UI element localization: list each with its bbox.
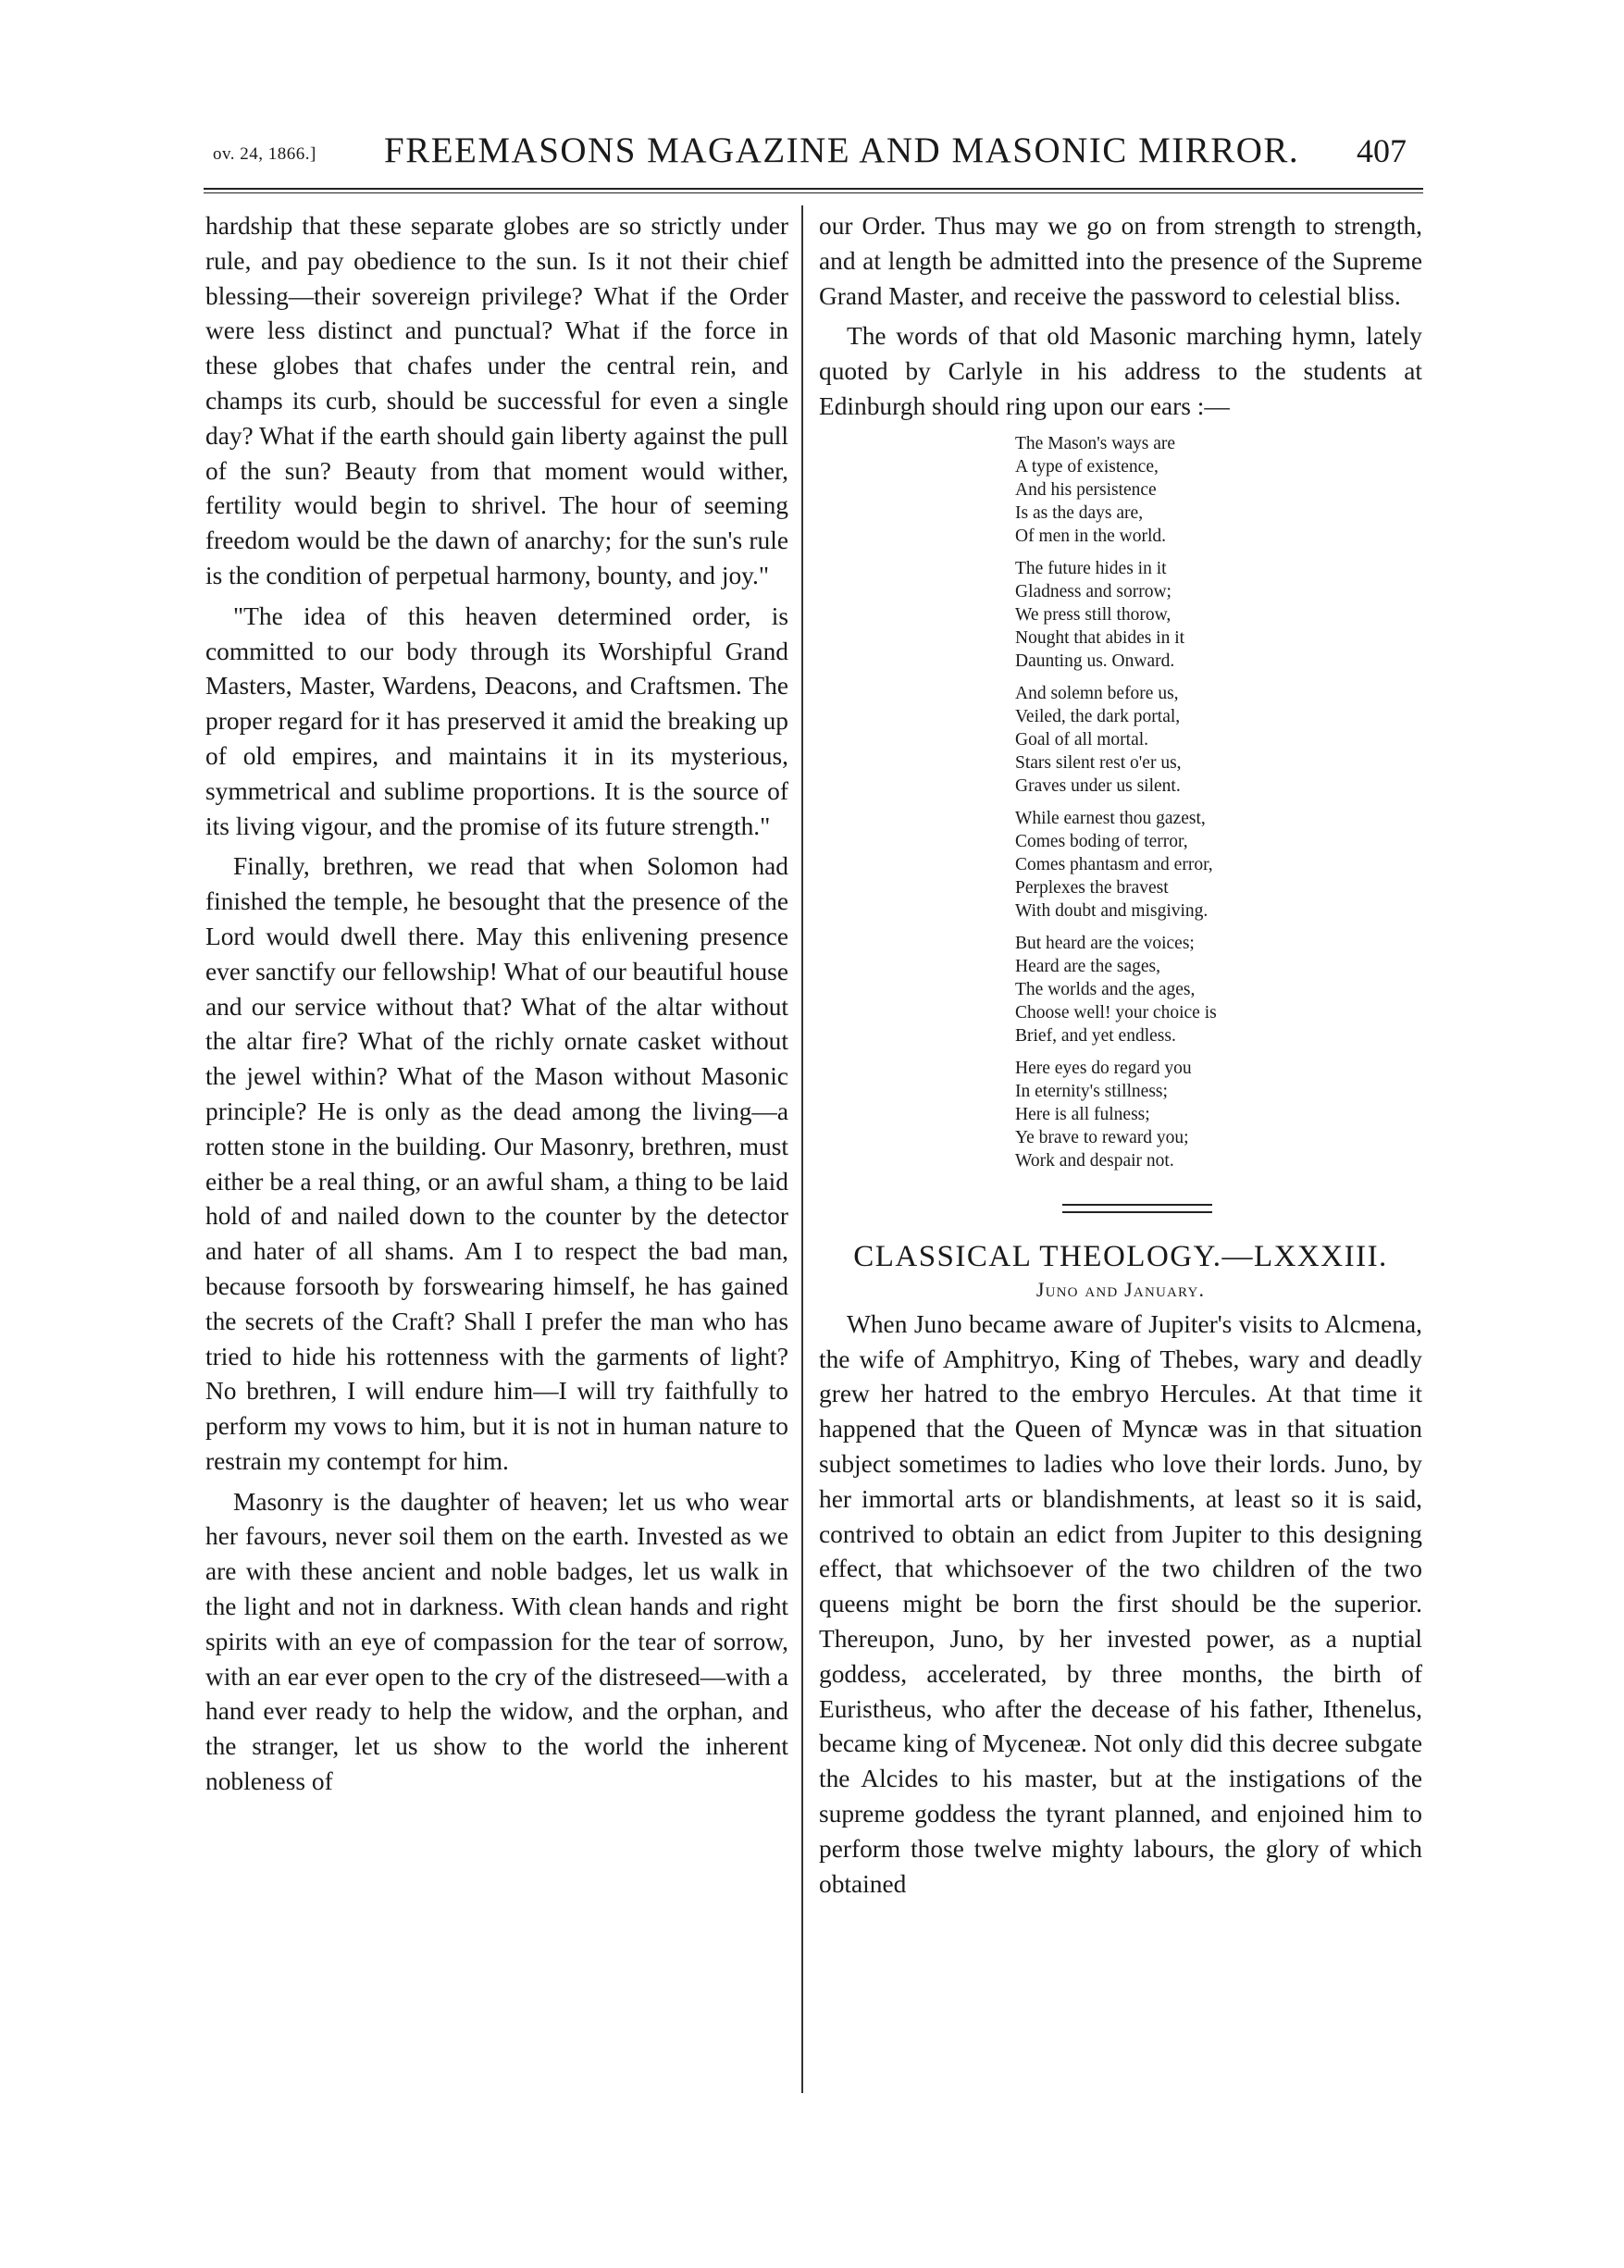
poem-line: The future hides in it: [1015, 558, 1167, 578]
poem-line: And solemn before us,: [1015, 683, 1179, 703]
paragraph: hardship that these separate globes are so strictly under rule, and pay obedience to the sun. Is it not their chief blessing—their sovereign privilege? What if the Order were less distinct and punctual? What if the force in these globes that chafes under the central rein, and champs its curb, should be successful for even a single day? What if the earth should gain liberty against the pull of the sun? Beauty from that moment would wither, fertility would begin to shrivel. The hour of seeming freedom would be the dawn of anarchy; for the sun's rule is the condition of perpetual harmony, bounty, and joy.": [205, 212, 788, 589]
poem-line: Brief, and yet endless.: [1015, 1025, 1176, 1046]
poem-stanza: [1015, 1057, 1422, 1172]
poem-line: Here is all fulness;: [1015, 1104, 1150, 1124]
poem-stanza: [1015, 932, 1422, 1047]
poem-line: Of men in the world.: [1015, 526, 1167, 546]
poem-line: The worlds and the ages,: [1015, 979, 1196, 999]
section-divider: [1062, 1204, 1212, 1213]
right-column: [819, 209, 1422, 1902]
paragraph: When Juno became aware of Jupiter's visits to Alcmena, the wife of Amphitryo, King of Thebes, wary and deadly grew her hatred to the embryo Hercules. At that time it happened that the Queen of Myncæ was in that situation subject sometimes to ladies who love their lords. Juno, by her immortal arts or blandishments, at least so it is said, contrived to obtain an edict from Jupiter to this designing effect, that whichsoever of the two children of the two queens might be born the first should be the superior. Thereupon, Juno, by her invested power, as a nuptial goddess, accelerated, by three months, the birth of Euristheus, who after the decease of his father, Ithenelus, became king of Myceneæ. Not only did this decree subgate the Alcides to his master, but at the instigations of the supreme goddess the tyrant planned, and enjoined him to perform those twelve mighty labours, the glory of which obtained: [819, 1309, 1422, 1898]
poem-line: Daunting us. Onward.: [1015, 651, 1175, 671]
poem-line: Veiled, the dark portal,: [1015, 706, 1181, 726]
page-number: 407: [1357, 132, 1407, 169]
poem-line: Comes boding of terror,: [1015, 831, 1188, 851]
poem-line: Work and despair not.: [1015, 1150, 1174, 1171]
poem-stanza: [1015, 807, 1422, 923]
poem-line: Is as the days are,: [1015, 502, 1144, 523]
poem-line: Stars silent rest o'er us,: [1015, 752, 1182, 773]
section-title: CLASSICAL THEOLOGY.—LXXXIII.: [853, 1239, 1388, 1273]
poem-line: Gladness and sorrow;: [1015, 581, 1172, 601]
poem-line: With doubt and misgiving.: [1015, 900, 1209, 921]
section-subtitle: Juno and January.: [1035, 1277, 1206, 1301]
poem-stanza: [1015, 557, 1422, 673]
poem-line: Goal of all mortal.: [1015, 729, 1149, 750]
poem-line: The Mason's ways are: [1015, 433, 1176, 453]
poem-stanza: [1015, 432, 1422, 548]
poem-line: While earnest thou gazest,: [1015, 808, 1206, 828]
poem-line: Here eyes do regard you: [1015, 1058, 1192, 1078]
poem-line: But heard are the voices;: [1015, 933, 1195, 953]
poem-line: Graves under us silent.: [1015, 775, 1181, 796]
left-column: [205, 209, 788, 1800]
poem-line: Nought that abides in it: [1015, 627, 1185, 648]
poem-line: Choose well! your choice is: [1015, 1002, 1217, 1022]
poem-line: Comes phantasm and error,: [1015, 854, 1213, 874]
paragraph: The words of that old Masonic marching hymn, lately quoted by Carlyle in his address to the students at Edinburgh should ring upon our ears :—: [819, 322, 1422, 420]
poem-line: Ye brave to reward you;: [1015, 1127, 1189, 1147]
poem-line: And his persistence: [1015, 479, 1157, 500]
poem-line: Heard are the sages,: [1015, 956, 1160, 976]
poem-line: Perplexes the bravest: [1015, 877, 1169, 898]
paragraph: Masonry is the daughter of heaven; let us who wear her favours, never soil them on the earth. Invested as we are with these ancient and noble badges, let us walk in the light and not in darkness. With clean hands and right spirits with an eye of compassion for the tear of sorrow, with an ear ever open to the cry of the distreseed—with a hand ever ready to help the widow, and the orphan, and the stranger, let us show to the world the inherent nobleness of: [205, 1487, 788, 1796]
page-header: [204, 130, 1407, 176]
poem-line: A type of existence,: [1015, 456, 1159, 477]
poem-stanza: [1015, 682, 1422, 798]
poem: [1015, 432, 1422, 1172]
issue-date: ov. 24, 1866.]: [213, 144, 316, 164]
column-divider: [801, 205, 803, 2093]
poem-line: We press still thorow,: [1015, 604, 1172, 625]
magazine-title: FREEMASONS MAGAZINE AND MASONIC MIRROR.: [384, 130, 1300, 170]
poem-line: In eternity's stillness;: [1015, 1081, 1168, 1101]
header-rule: [204, 188, 1423, 193]
paragraph: our Order. Thus may we go on from strength to strength, and at length be admitted into the presence of the Supreme Grand Master, and receive the password to celestial bliss.: [819, 212, 1422, 310]
paragraph: Finally, brethren, we read that when Solomon had finished the temple, he besought that the presence of the Lord would dwell there. May this enlivening presence ever sanctify our fellowship! What of our beautiful house and our service without that? What of the altar without the altar fire? What of the richly ornate casket without the jewel within? What of the Mason without Masonic principle? He is only as the dead among the living—a rotten stone in the building. Our Masonry, brethren, must either be a real thing, or an awful sham, a thing to be laid hold of and nailed down to the counter by the detector and hater of all shams. Am I to respect the bad man, because forsooth by forswearing himself, he has gained the secrets of the Craft? Shall I prefer the man who has tried to hide his rottenness with the garments of light? No brethren, I will endure him—I will try faithfully to perform my vows to him, but it is not in human nature to restrain my contempt for him.: [205, 852, 788, 1475]
paragraph: "The idea of this heaven determined order, is committed to our body through its Worshipful Grand Masters, Master, Wardens, Deacons, and Craftsmen. The proper regard for it has preserved it amid the breaking up of old empires, and maintains it in its mysterious, symmetrical and sublime proportions. It is the source of its living vigour, and the promise of its future strength.": [205, 601, 788, 840]
